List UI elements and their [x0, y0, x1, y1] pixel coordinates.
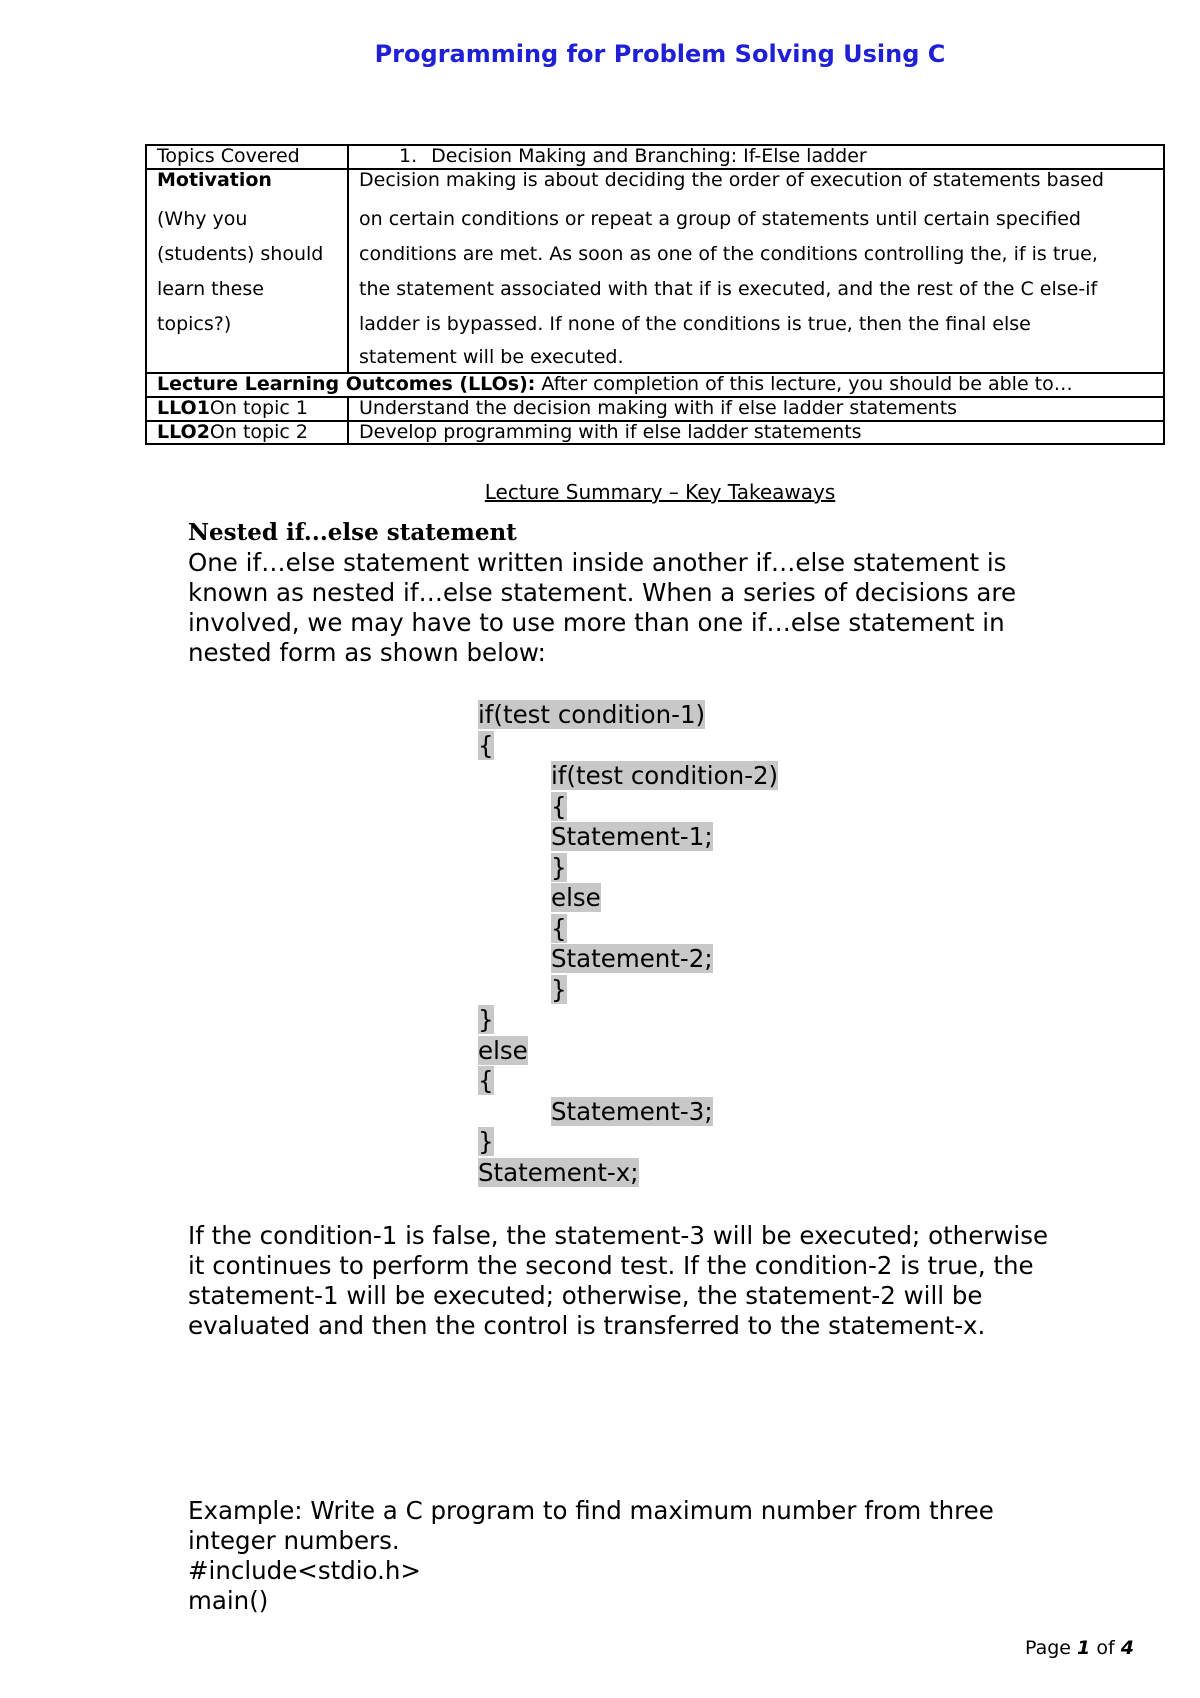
section-heading: Nested if...else statement [188, 519, 517, 546]
motivation-label-cell [146, 169, 348, 373]
motivation-text-cell [348, 169, 1164, 373]
code-line: else [551, 883, 601, 912]
llo2-text: Develop programming with if else ladder statements [348, 421, 1164, 445]
lecture-info-table [145, 144, 1165, 445]
motivation-line: ladder is bypassed. If none of the conditions is true, then the final else [359, 312, 1031, 335]
code-line: if(test condition-2) [551, 761, 779, 790]
intro-line: One if…else statement written inside another if…else statement is [188, 548, 1007, 577]
llo-heading [146, 373, 1164, 397]
document-title: Programming for Problem Solving Using C [374, 40, 946, 68]
example-line: main() [188, 1586, 269, 1615]
example-line: #include<stdio.h> [188, 1556, 421, 1585]
llo2-label-cell [146, 421, 348, 445]
code-line: Statement-2; [551, 944, 713, 973]
code-line: { [478, 730, 494, 760]
llo2-row [146, 421, 1164, 445]
example-paragraph [188, 1496, 1138, 1616]
llo1-topic: On topic 1 [209, 396, 308, 419]
example-line: Example: Write a C program to find maximum number from three [188, 1496, 994, 1525]
code-line: { [478, 1066, 494, 1095]
code-line: if(test condition-1) [478, 700, 706, 729]
llo-heading-bold: Lecture Learning Outcomes (LLOs): [157, 372, 536, 395]
llo2-topic: On topic 2 [209, 420, 308, 443]
code-line: } [551, 852, 567, 882]
topics-number: 1. [399, 145, 418, 167]
topics-row [146, 145, 1164, 169]
topics-label: Topics Covered [146, 145, 348, 169]
intro-line: known as nested if…else statement. When a series of decisions are [188, 578, 1017, 607]
code-line: Statement-x; [478, 1157, 639, 1187]
explanation-line: it continues to perform the second test. If the condition-2 is true, the [188, 1251, 1034, 1280]
motivation-line: conditions are met. As soon as one of the conditions controlling the, if is true, [359, 242, 1098, 265]
page-total: 4 [1120, 1637, 1134, 1659]
llo1-label-cell [146, 397, 348, 421]
llo2-label: LLO2 [157, 420, 210, 443]
intro-line: nested form as shown below: [188, 638, 546, 667]
motivation-sub-line: learn these [157, 277, 264, 300]
page-number: Page 1 of 4 [1025, 1637, 1134, 1659]
explanation-line: statement-1 will be executed; otherwise, the statement-2 will be [188, 1281, 983, 1310]
page-current: 1 [1077, 1637, 1091, 1659]
code-line: } [551, 974, 567, 1004]
summary-title: Lecture Summary – Key Takeaways [484, 480, 836, 504]
explanation-paragraph [188, 1221, 1138, 1341]
intro-paragraph [188, 548, 1138, 668]
topics-value: Decision Making and Branching: If-Else ladder [431, 145, 867, 167]
motivation-sub-line: (students) should [157, 242, 324, 265]
motivation-line: Decision making is about deciding the order of execution of statements based [359, 168, 1104, 191]
code-line: Statement-3; [551, 1096, 713, 1126]
llo-heading-row [146, 373, 1164, 397]
llo-heading-rest: After completion of this lecture, you should be able to… [535, 372, 1073, 395]
explanation-line: evaluated and then the control is transferred to the statement-x. [188, 1311, 986, 1340]
code-line: } [478, 1005, 494, 1034]
code-line: else [478, 1035, 528, 1065]
code-block [478, 700, 778, 1188]
motivation-row [146, 169, 1164, 373]
llo1-label: LLO1 [157, 396, 210, 419]
motivation-line: on certain conditions or repeat a group of statements until certain specified [359, 207, 1081, 230]
topics-value-cell [348, 145, 1164, 169]
motivation-sub-line: topics?) [157, 312, 232, 335]
code-line: { [551, 913, 567, 943]
motivation-line: the statement associated with that if is executed, and the rest of the C else-if [359, 277, 1098, 300]
intro-line: involved, we may have to use more than one if…else statement in [188, 608, 1005, 637]
code-line: { [551, 791, 567, 821]
motivation-sub-line: (Why you [157, 207, 248, 230]
motivation-label: Motivation [157, 168, 272, 191]
motivation-line: statement will be executed. [359, 345, 624, 368]
example-line: integer numbers. [188, 1526, 400, 1555]
code-line: Statement-1; [551, 822, 713, 851]
llo1-text: Understand the decision making with if else ladder statements [348, 397, 1164, 421]
explanation-line: If the condition-1 is false, the statement-3 will be executed; otherwise [188, 1221, 1049, 1250]
code-line: } [478, 1127, 494, 1156]
llo1-row [146, 397, 1164, 421]
